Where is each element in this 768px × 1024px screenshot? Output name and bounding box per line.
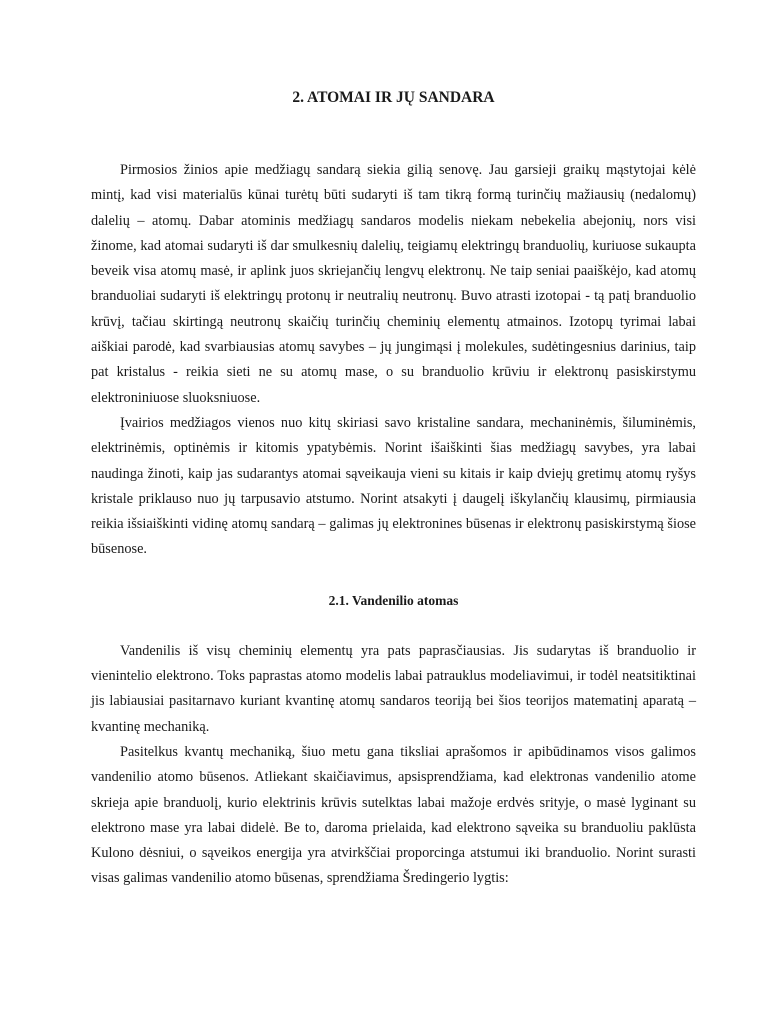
paragraph-section-1: Vandenilis iš visų cheminių elementų yra pats paprasčiausias. Jis sudarytas iš branduolio ir vienintelio elektrono. Toks paprastas atomo modelis labai patrauklus modeliavimui, ir todėl neatsitiktinai jis labiausiai pasitarnavo kuriant kvantinę atomų sandaros teoriją bei šios teorijos matematinį aparatą – kvantinę mechaniką. <box>91 642 696 735</box>
paragraph-intro-2: Įvairios medžiagos vienos nuo kitų skiriasi savo kristaline sandara, mechaninėmis, šiluminėmis, elektrinėmis, optinėmis ir kitomis ypatybėmis. Norint išaiškinti šias medžiagų savybes, yra labai naudinga žinoti, kaip jas sudarantys atomai sąveikauja vieni su kitais ir kaip dviejų gretimų atomų ryšys kristale priklauso nuo jų tarpusavio atstumo. Norint atsakyti į daugelį iškylančių klausimų, pirmiausia reikia išsiaiškinti vidinę atomų sandarą – galimas jų elektronines būsenas ir elektronų pasiskirstymą šiose būsenose. <box>91 414 696 558</box>
page-content <box>91 86 696 892</box>
spacer <box>91 110 696 158</box>
section-title: 2.1. Vandenilio atomas <box>328 592 459 608</box>
spacer <box>91 613 696 639</box>
paragraph-section-2: Pasitelkus kvantų mechaniką, šiuo metu gana tiksliai aprašomos ir apibūdinamos visos galimos vandenilio atomo būsenos. Atliekant skaičiavimus, apsisprendžiama, kad elektronas vandenilio atome skrieja apie branduolį, kurio elektrinis krūvis sutelktas labai mažoje erdvės srityje, o masė lyginant su elektrono mase yra labai didelė. Be to, daroma prielaida, kad elektrono sąveika su branduoliu paklūsta Kulono dėsniui, o sąveikos energija yra atvirkščiai proporcinga atstumui iki branduolio. Norint surasti visas galimas vandenilio atomo būsenas, sprendžiama Šredingerio lygtis: <box>91 743 696 887</box>
spacer <box>91 563 696 589</box>
paragraph-intro-1: Pirmosios žinios apie medžiagų sandarą siekia gilią senovę. Jau garsieji graikų mąstytojai kėlė mintį, kad visi materialūs kūnai turėtų būti sudaryti iš tam tikrą formą turinčių mažiausių (nedalomų) dalelių – atomų. Dabar atominis medžiagų sandaros modelis niekam nebekelia abejonių, nors visi žinome, kad atomai sudaryti iš dar smulkesnių dalelių, teigiamų elektringų branduolių, kuriuose sukaupta beveik visa atomų masė, ir aplink juos skriejančių lengvų elektronų. Ne taip seniai paaiškėjo, kad atomų branduoliai sudaryti iš elektringų protonų ir neutralių neutronų. Buvo atrasti izotopai - tą patį branduolio krūvį, tačiau skirtingą neutronų skaičių turinčių cheminių elementų atmainos. Izotopų tyrimai labai aiškiai parodė, kad svarbiausias atomų savybes – jų jungimąsi į molekules, sudėtingesnius darinius, taip pat kristalus - reikia sieti ne su atomų mase, o su branduolio krūviu ir elektronų pasiskirstymu elektroniniuose sluoksniuose. <box>91 162 696 406</box>
chapter-title: 2. ATOMAI IR JŲ SANDARA <box>292 89 495 106</box>
